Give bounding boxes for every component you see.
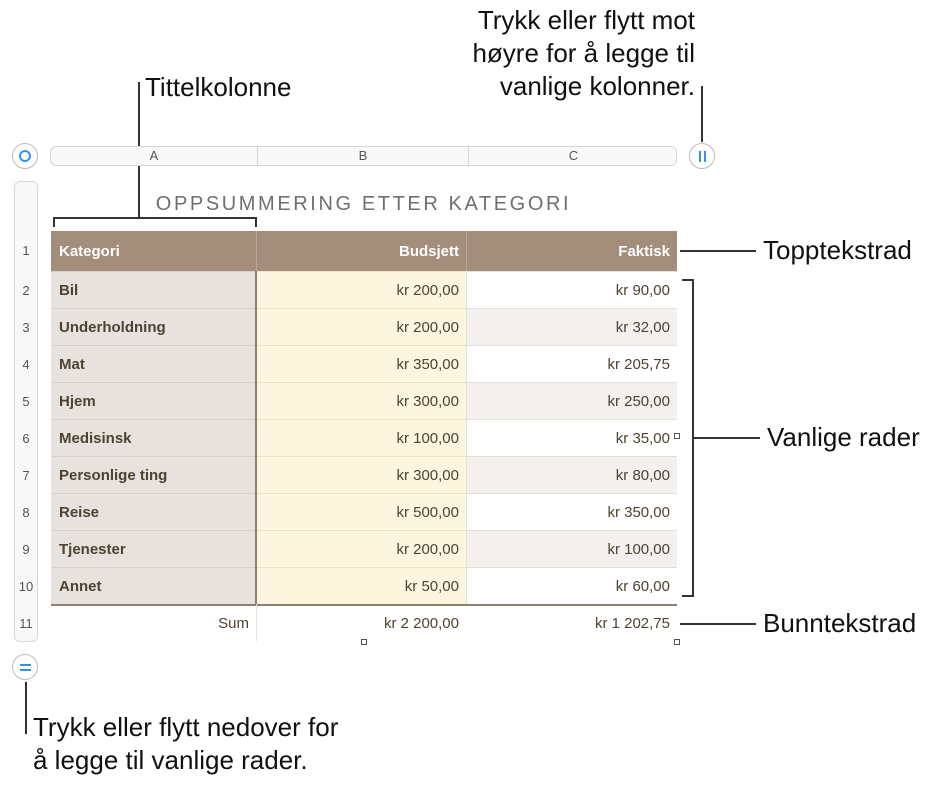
add-columns-callout-line-1: Trykk eller flytt mot — [477, 5, 695, 35]
budget-cell[interactable]: kr 200,00 — [256, 308, 466, 345]
column-letter-c[interactable]: C — [568, 148, 579, 163]
body-rows-leader-line — [694, 437, 760, 439]
row-number[interactable]: 7 — [22, 468, 30, 483]
header-column-callout: Tittelkolonne — [145, 72, 292, 102]
title-column-cell[interactable]: Personlige ting — [51, 456, 256, 493]
title-column-cell[interactable]: Bil — [51, 271, 256, 308]
resize-handle-corner[interactable] — [674, 639, 680, 645]
header-row-leader-line — [680, 250, 756, 252]
column-letter-a[interactable]: A — [51, 147, 258, 165]
budget-cell[interactable]: kr 200,00 — [256, 271, 466, 308]
budget-cell[interactable]: kr 350,00 — [256, 345, 466, 382]
title-column-cell[interactable]: Mat — [51, 345, 256, 382]
row-number[interactable]: 9 — [22, 542, 30, 557]
actual-cell[interactable]: kr 90,00 — [466, 271, 677, 308]
actual-cell[interactable]: kr 60,00 — [466, 567, 677, 604]
row-number[interactable]: 10 — [18, 579, 34, 594]
title-column-cell[interactable]: Reise — [51, 493, 256, 530]
column-divider — [466, 271, 467, 641]
add-rows-button[interactable] — [12, 654, 38, 680]
add-columns-callout — [472, 4, 695, 103]
add-rows-leader-line — [25, 682, 27, 734]
header-column-bracket-right — [255, 217, 257, 227]
column-letter-b[interactable]: B — [258, 147, 469, 165]
row-number[interactable]: 2 — [22, 283, 30, 298]
equals-bars-icon — [20, 664, 31, 671]
footer-row-leader-line — [680, 623, 756, 625]
actual-cell[interactable]: kr 100,00 — [466, 530, 677, 567]
add-rows-callout-line-2: å legge til vanlige rader. — [33, 745, 308, 775]
actual-cell[interactable]: kr 35,00 — [466, 419, 677, 456]
row-number[interactable]: 1 — [22, 243, 30, 258]
row-number[interactable]: 3 — [22, 320, 30, 335]
add-rows-callout — [33, 711, 338, 777]
circle-icon — [19, 150, 31, 162]
actual-cell[interactable]: kr 350,00 — [466, 493, 677, 530]
row-number[interactable]: 8 — [22, 505, 30, 520]
budget-cell[interactable]: kr 50,00 — [256, 567, 466, 604]
footer-cell[interactable]: kr 1 202,75 — [466, 604, 677, 641]
add-rows-callout-line-1: Trykk eller flytt nedover for — [33, 712, 339, 742]
budget-cell[interactable]: kr 500,00 — [256, 493, 466, 530]
footer-cell[interactable]: Sum — [51, 604, 256, 641]
resize-handle-bottom[interactable] — [361, 639, 367, 645]
row-number[interactable]: 6 — [22, 431, 30, 446]
table-title[interactable]: OPPSUMMERING ETTER KATEGORI — [155, 193, 572, 215]
title-column-cell[interactable]: Tjenester — [51, 530, 256, 567]
pause-bars-icon — [699, 151, 706, 162]
title-column-cell[interactable]: Hjem — [51, 382, 256, 419]
row-number[interactable]: 11 — [19, 616, 33, 631]
header-cell[interactable]: Kategori — [51, 231, 256, 271]
budget-cell[interactable]: kr 300,00 — [256, 456, 466, 493]
select-table-button[interactable] — [12, 143, 38, 169]
resize-handle-right[interactable] — [674, 433, 680, 439]
actual-cell[interactable]: kr 205,75 — [466, 345, 677, 382]
add-columns-button[interactable] — [689, 143, 715, 169]
header-separator — [256, 231, 257, 271]
add-columns-callout-line-2: høyre for å legge til — [472, 38, 695, 68]
footer-cell[interactable]: kr 2 200,00 — [256, 604, 466, 641]
actual-cell[interactable]: kr 80,00 — [466, 456, 677, 493]
header-separator — [466, 231, 467, 271]
row-number[interactable]: 5 — [22, 394, 30, 409]
actual-cell[interactable]: kr 250,00 — [466, 382, 677, 419]
title-column-divider — [255, 271, 257, 604]
budget-cell[interactable]: kr 200,00 — [256, 530, 466, 567]
actual-cell[interactable]: kr 32,00 — [466, 308, 677, 345]
title-column-cell[interactable]: Annet — [51, 567, 256, 604]
row-number[interactable]: 4 — [22, 357, 30, 372]
add-columns-callout-line-3: vanlige kolonner. — [499, 71, 695, 101]
header-column-bracket — [53, 217, 257, 219]
header-column-bracket-left — [53, 217, 55, 227]
budget-cell[interactable]: kr 100,00 — [256, 419, 466, 456]
budget-cell[interactable]: kr 300,00 — [256, 382, 466, 419]
column-header-bar — [50, 146, 677, 166]
footer-row-callout: Bunntekstrad — [763, 608, 917, 638]
header-row-callout: Topptekstrad — [763, 235, 912, 265]
header-cell[interactable]: Budsjett — [256, 231, 466, 271]
body-rows-callout: Vanlige rader — [767, 422, 920, 452]
title-column-cell[interactable]: Medisinsk — [51, 419, 256, 456]
title-column-cell[interactable]: Underholdning — [51, 308, 256, 345]
footer-divider — [256, 604, 257, 641]
add-columns-leader-line — [701, 86, 703, 142]
body-rows-bracket-bottom — [682, 595, 694, 597]
header-cell[interactable]: Faktisk — [466, 231, 677, 271]
